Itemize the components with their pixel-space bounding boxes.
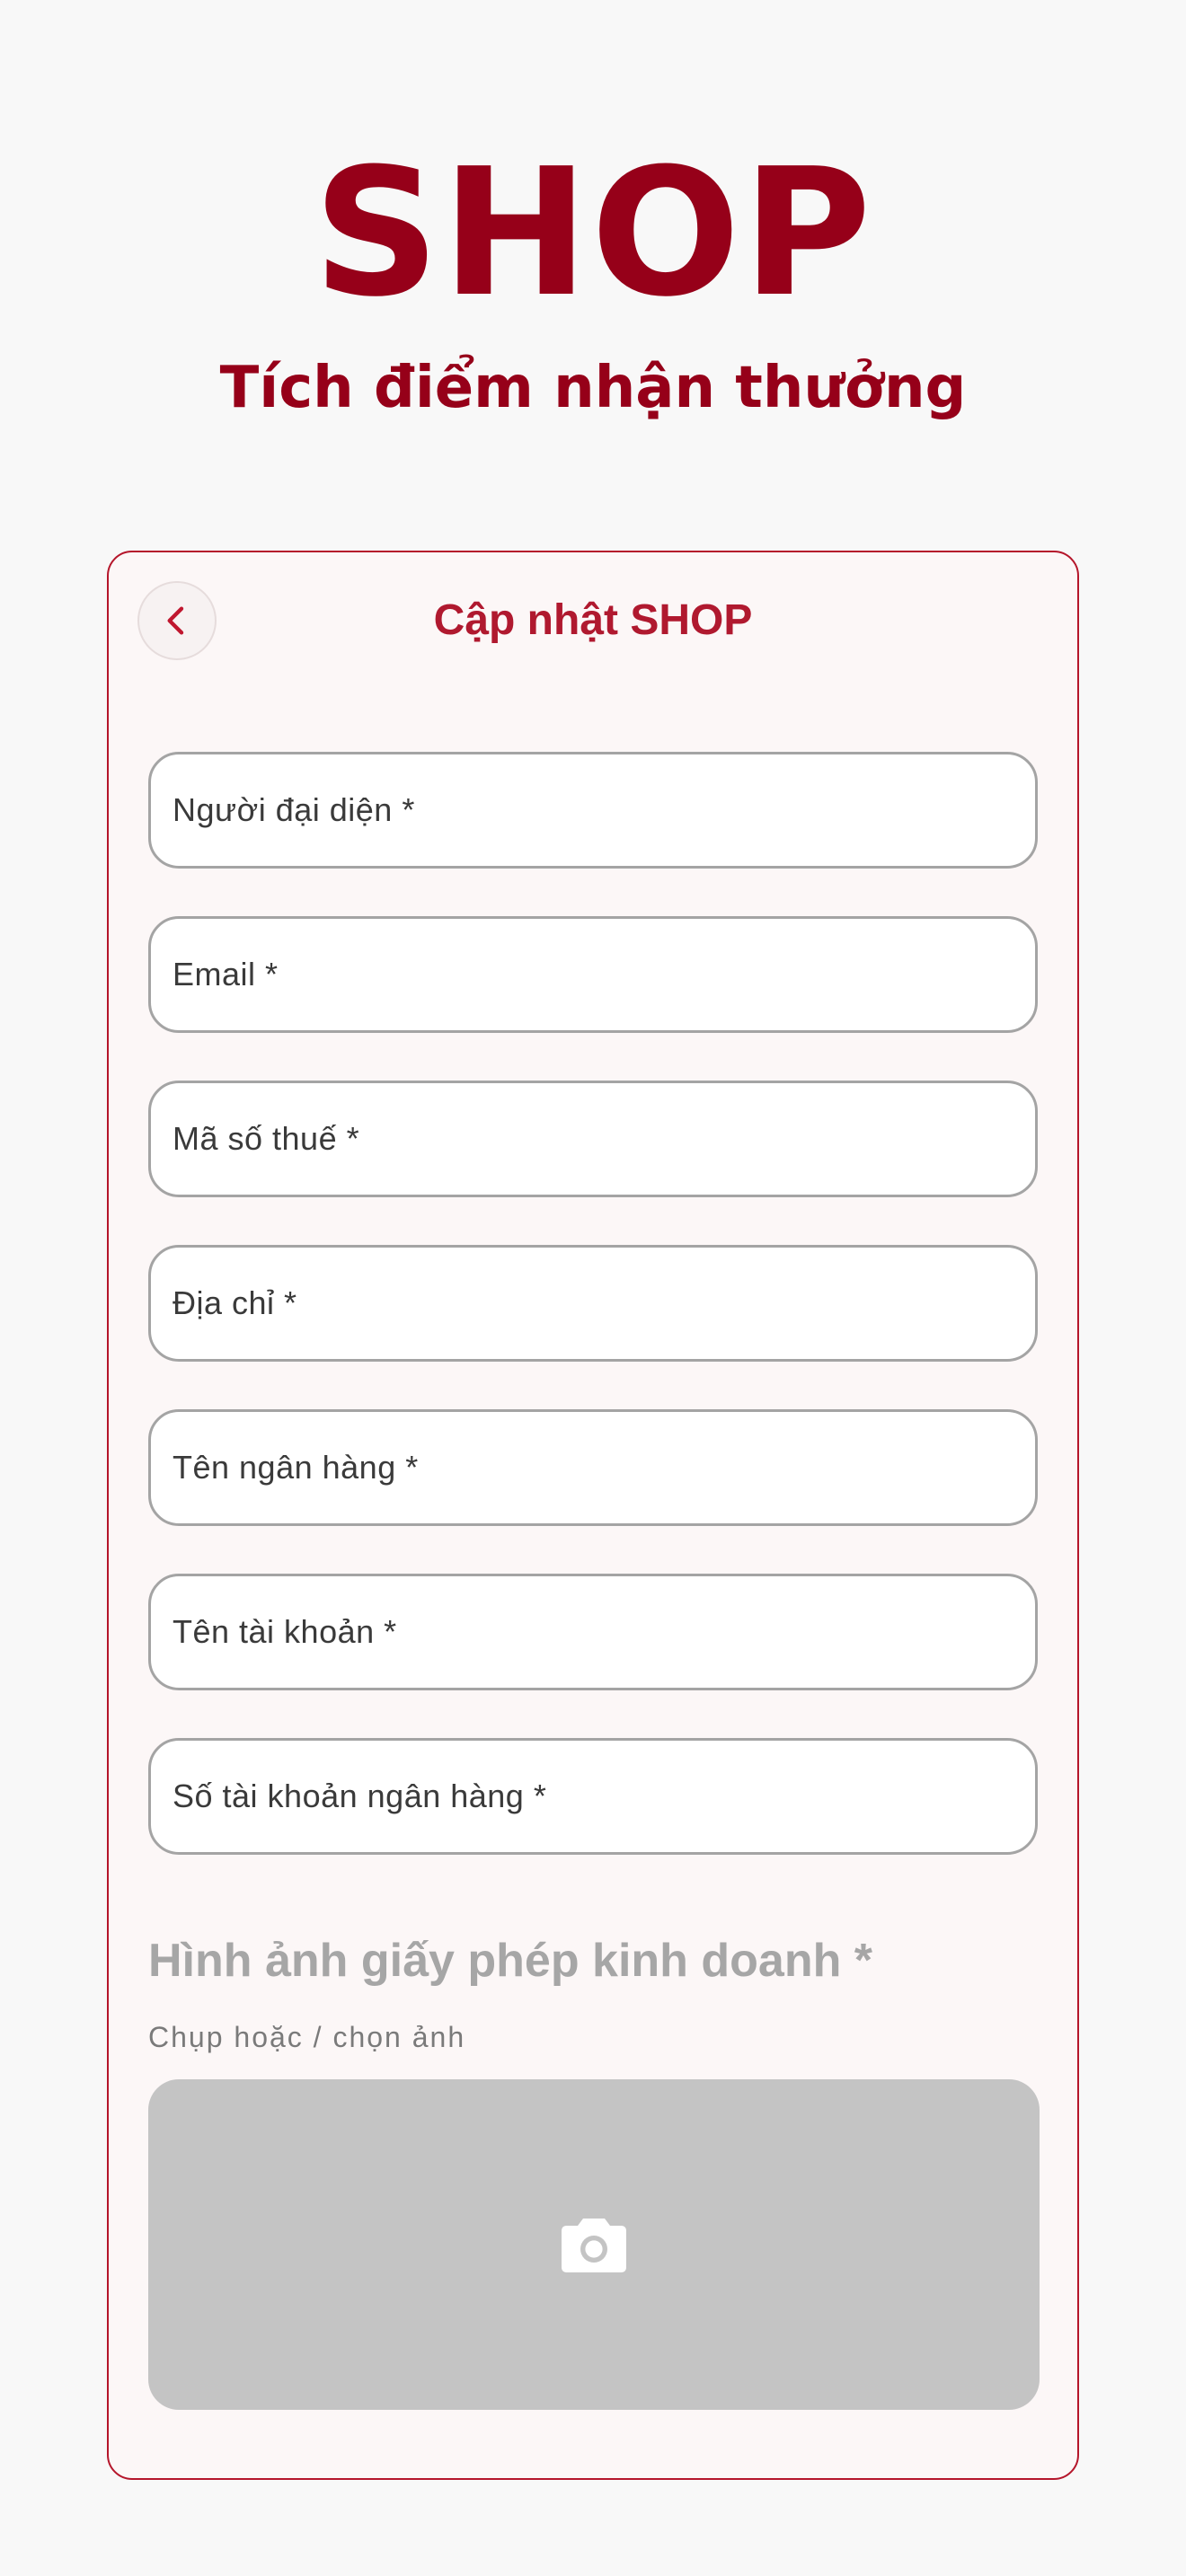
bank-name-field[interactable]	[148, 1409, 1038, 1526]
account-name-field[interactable]	[148, 1574, 1038, 1690]
representative-field[interactable]	[148, 752, 1038, 869]
account-number-input[interactable]	[173, 1778, 1035, 1815]
brand-tagline: Tích điểm nhận thưởng	[219, 355, 967, 421]
form-fields	[148, 752, 1038, 1902]
email-field[interactable]	[148, 916, 1038, 1033]
tax-code-field[interactable]	[148, 1081, 1038, 1197]
update-shop-card	[107, 551, 1079, 2480]
account-name-input[interactable]	[173, 1613, 1035, 1651]
business-license-title: Hình ảnh giấy phép kinh doanh *	[148, 1935, 873, 1987]
business-license-hint: Chụp hoặc / chọn ảnh	[148, 2021, 466, 2053]
address-field[interactable]	[148, 1245, 1038, 1362]
email-input[interactable]	[173, 956, 1035, 993]
page-title: Cập nhật SHOP	[433, 596, 753, 644]
bank-name-input[interactable]	[173, 1449, 1035, 1486]
account-number-field[interactable]	[148, 1738, 1038, 1855]
camera-icon	[560, 2215, 628, 2274]
tax-code-input[interactable]	[173, 1120, 1035, 1158]
representative-input[interactable]	[173, 791, 1035, 829]
business-license-upload[interactable]	[148, 2079, 1040, 2410]
brand-logo: SHOP	[313, 131, 873, 336]
address-input[interactable]	[173, 1284, 1035, 1322]
